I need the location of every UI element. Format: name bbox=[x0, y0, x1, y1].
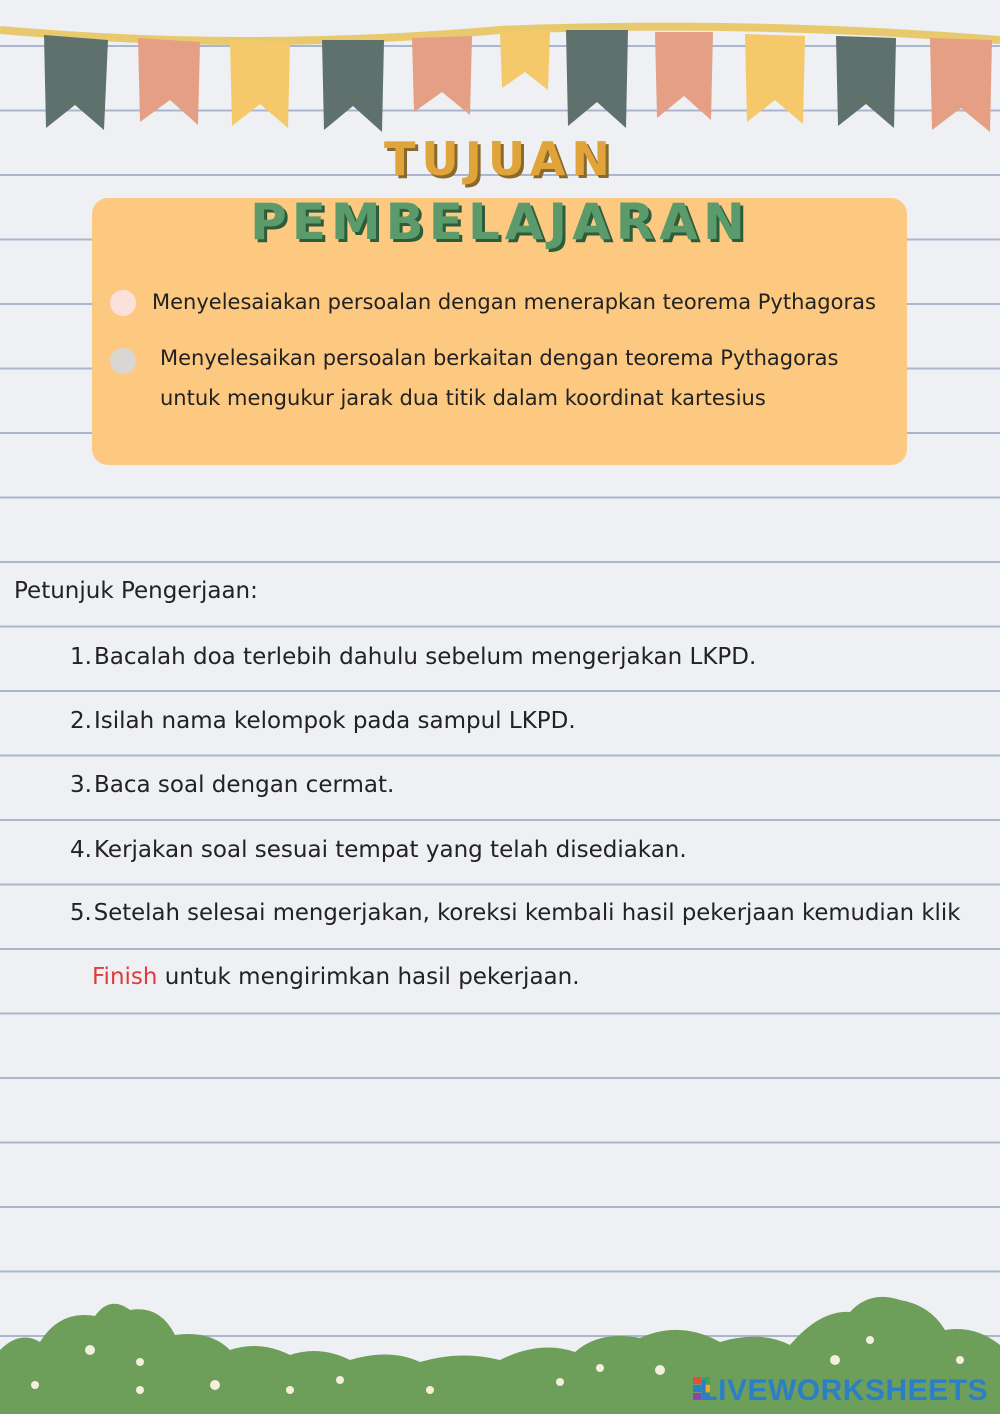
step-text: Kerjakan soal sesuai tempat yang telah disediakan. bbox=[94, 837, 687, 863]
bullet-dot bbox=[110, 348, 136, 374]
instruction-step-5 bbox=[70, 900, 960, 926]
instruction-step-1 bbox=[70, 644, 756, 670]
step-text: Baca soal dengan cermat. bbox=[94, 772, 395, 798]
goal-text: Menyelesaikan persoalan berkaitan dengan teorema Pythagoras untuk mengukur jarak dua titik dalam koordinat kartesius bbox=[160, 346, 839, 410]
goal-text: Menyelesaiakan persoalan dengan menerapkan teorema Pythagoras bbox=[152, 290, 876, 314]
step-text: Bacalah doa terlebih dahulu sebelum mengerjakan LKPD. bbox=[94, 644, 757, 670]
step-text: Isilah nama kelompok pada sampul LKPD. bbox=[94, 708, 576, 734]
step-text: Setelah selesai mengerjakan, koreksi kembali hasil pekerjaan kemudian klik bbox=[93, 900, 961, 926]
instruction-step-5-continued bbox=[92, 964, 580, 990]
liveworksheets-brand: LIVEWORKSHEETS bbox=[699, 1374, 988, 1407]
step-number: 2. bbox=[70, 708, 92, 734]
step-number: 4. bbox=[70, 837, 92, 863]
title-line-1: TUJUAN bbox=[384, 132, 616, 186]
instruction-step-4 bbox=[70, 837, 687, 863]
title-line-2: PEMBELAJARAN bbox=[250, 193, 750, 251]
finish-highlight: Finish bbox=[92, 964, 158, 990]
step-number: 1. bbox=[70, 644, 92, 670]
step-number: 3. bbox=[70, 772, 92, 798]
bullet-dot bbox=[110, 290, 136, 316]
instruction-step-3 bbox=[70, 772, 394, 798]
step-text: untuk mengirimkan hasil pekerjaan. bbox=[157, 964, 580, 990]
step-number: 5. bbox=[70, 900, 92, 926]
instruction-step-2 bbox=[70, 708, 576, 734]
instructions-heading: Petunjuk Pengerjaan: bbox=[14, 578, 258, 604]
